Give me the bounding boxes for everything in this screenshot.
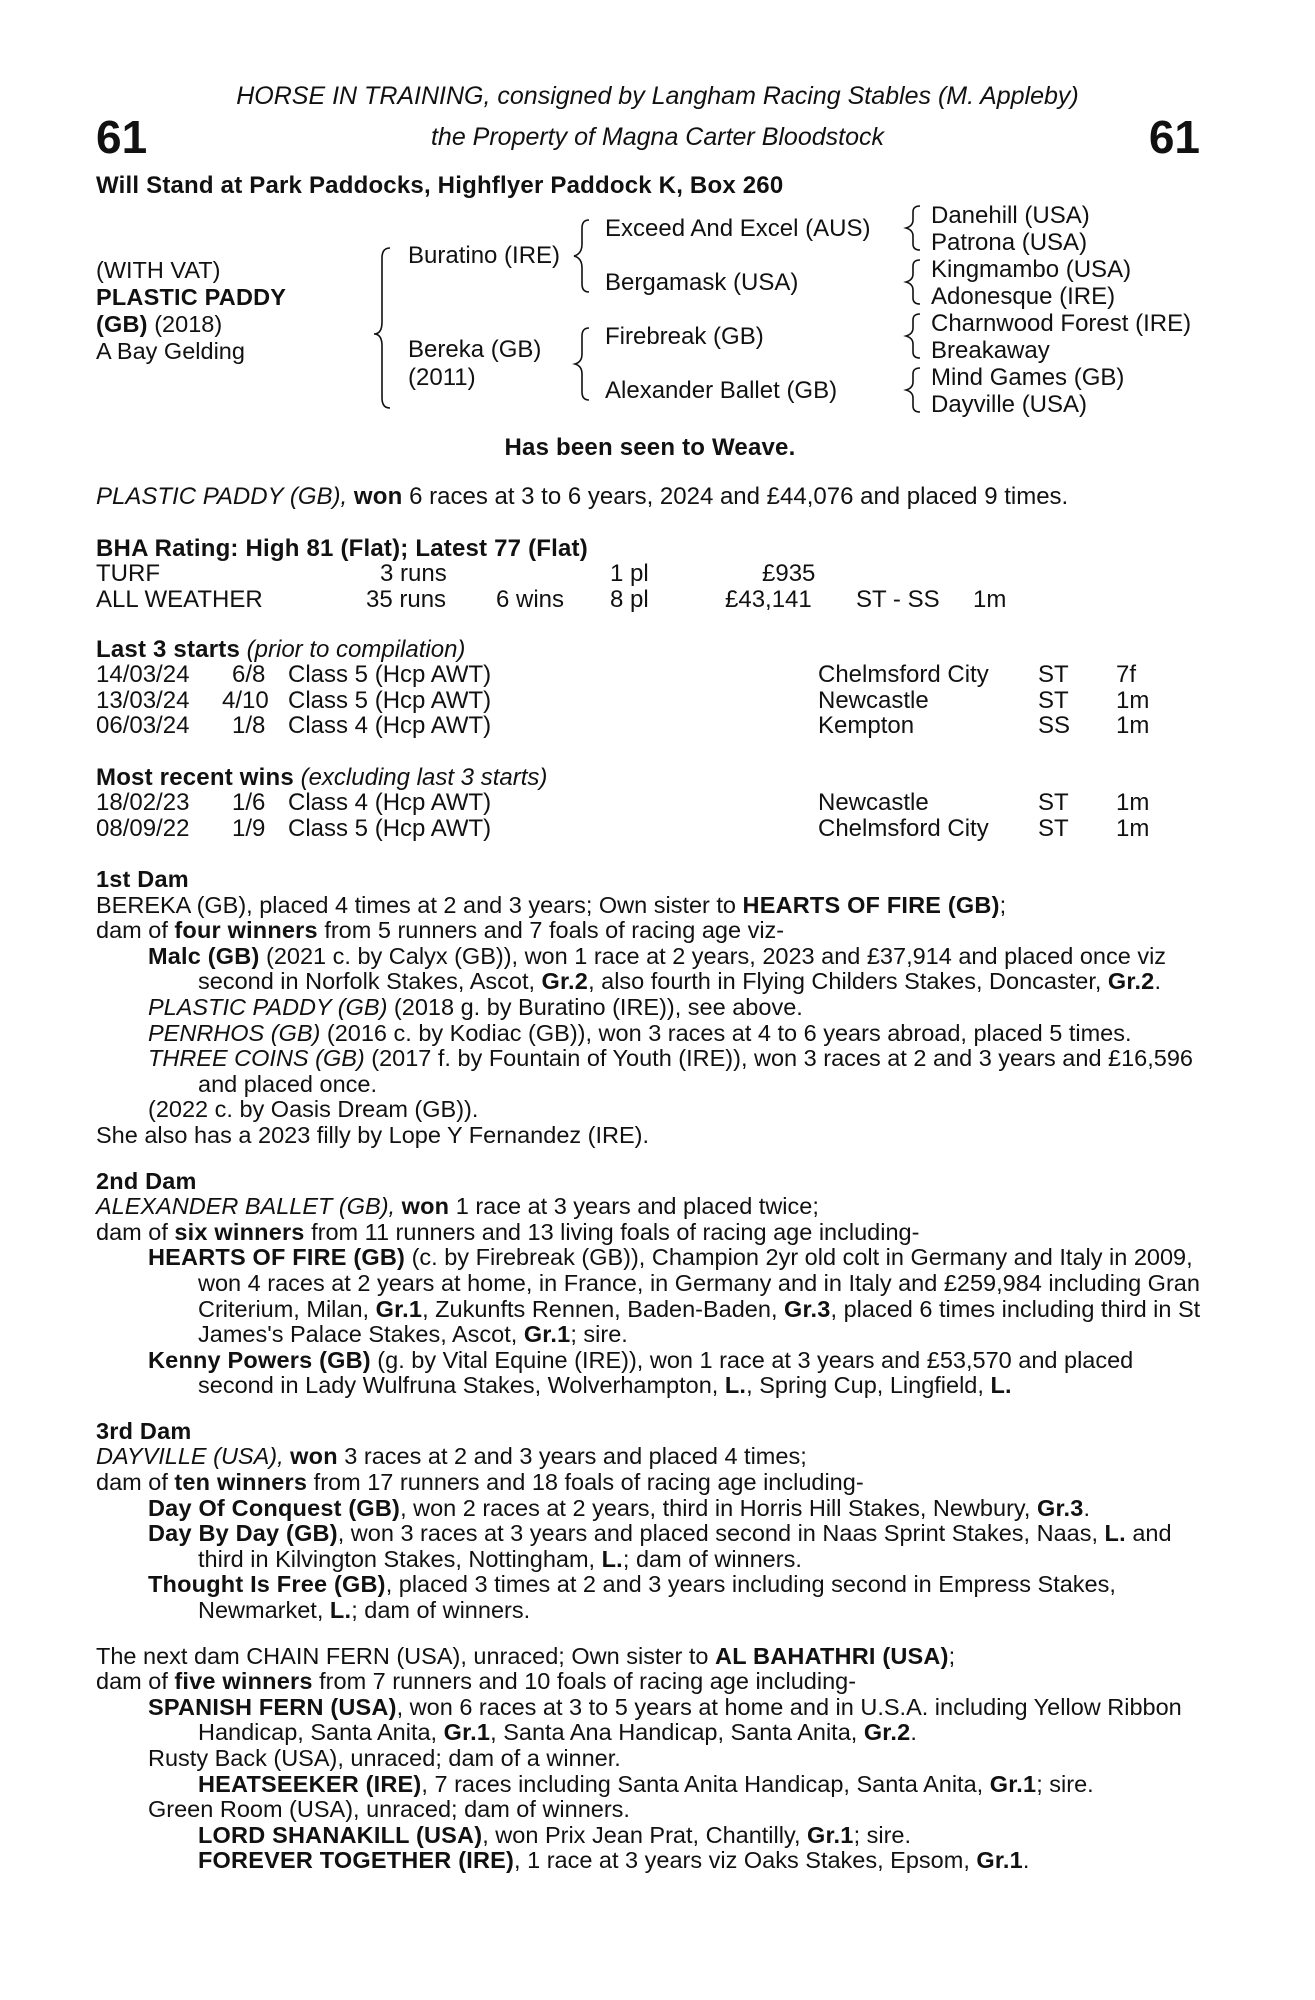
- lot-number-left: 61: [96, 111, 148, 163]
- turf-placed: 1 pl: [610, 560, 649, 587]
- sister-name: AL BAHATHRI (USA): [715, 1642, 949, 1669]
- section-title: 1st Dam: [96, 866, 189, 892]
- progeny-entry: [198, 1772, 1206, 1798]
- wins-heading: [96, 764, 547, 792]
- progeny-text: , placed 6 times including third in St James's Palace Stakes, Ascot,: [198, 1295, 1201, 1348]
- progeny-entry: [148, 1021, 1206, 1047]
- progeny-text: , won 6 races at 3 to 5 years at home and in U.S.A. including Yellow Ribbon Handicap, Santa Anita,: [198, 1693, 1182, 1746]
- progeny-entry: [148, 944, 1206, 995]
- pedigree-g7: Mind Games (GB): [931, 364, 1125, 391]
- first-dam-section: [96, 867, 1206, 1149]
- start-surface: ST: [1038, 686, 1069, 714]
- progeny-text: ; dam of winners.: [351, 1597, 531, 1624]
- section-title: 2nd Dam: [96, 1167, 197, 1194]
- grade: L.: [990, 1372, 1012, 1399]
- race-summary: [96, 483, 1068, 511]
- win-surface: ST: [1038, 814, 1069, 842]
- punct: ;: [999, 891, 1007, 918]
- progeny-entry: [148, 1521, 1206, 1572]
- start-position: 6/8: [232, 661, 266, 688]
- win-date: 18/02/23: [96, 789, 190, 816]
- second-dam-section: [96, 1169, 1206, 1399]
- progeny-entry: Green Room (USA), unraced; dam of winners.: [148, 1796, 630, 1823]
- progeny-name: PLASTIC PADDY (GB): [148, 993, 388, 1020]
- progeny-name: FOREVER TOGETHER (IRE): [198, 1847, 515, 1874]
- pedigree-dam-year: (2011): [408, 364, 476, 391]
- win-course: Chelmsford City: [818, 814, 989, 842]
- progeny-text: , won 2 races at 2 years, third in Horris Hill Stakes, Newbury,: [400, 1494, 1037, 1521]
- won-label: won: [290, 1443, 338, 1470]
- punct: .: [1022, 1847, 1030, 1874]
- turf-money: £935: [762, 560, 816, 587]
- pedigree-g6: Breakaway: [931, 337, 1050, 364]
- bha-rating: BHA Rating: High 81 (Flat); Latest 77 (Flat): [96, 535, 588, 562]
- dam-line: dam of: [96, 1668, 175, 1695]
- progeny-entry: [148, 1348, 1206, 1399]
- start-class: Class 4 (Hcp AWT): [288, 712, 492, 740]
- summary-name: PLASTIC PADDY (GB),: [96, 483, 348, 510]
- table-row: [96, 712, 1206, 738]
- dam-line: 1 race at 3 years and placed twice;: [449, 1193, 819, 1220]
- start-distance: 1m: [1116, 712, 1150, 740]
- win-position: 1/6: [232, 789, 266, 816]
- progeny-entry: [148, 1572, 1206, 1623]
- start-class: Class 5 (Hcp AWT): [288, 686, 492, 714]
- progeny-text: , placed 3 times at 2 and 3 years including second in Empress Stakes, Newmarket,: [198, 1571, 1116, 1624]
- dam-line: dam of: [96, 917, 175, 944]
- progeny-name: Day Of Conquest (GB): [148, 1494, 401, 1521]
- progeny-text: , won 3 races at 3 years and placed second in Naas Sprint Stakes, Naas,: [337, 1520, 1105, 1547]
- winners-count: four winners: [174, 917, 318, 944]
- progeny-text: ; sire.: [1036, 1770, 1094, 1797]
- aw-label: ALL WEATHER: [96, 585, 263, 613]
- grade: L.: [329, 1597, 352, 1624]
- start-position: 4/10: [222, 686, 269, 714]
- aw-distance: 1m: [973, 585, 1007, 613]
- progeny-text: (g. by Vital Equine (IRE)), won 1 race at 3 years and £53,570 and placed second in Lady Wulfruna Stakes, Wolverhampton,: [198, 1346, 1134, 1399]
- table-row: [96, 815, 1206, 841]
- progeny-text: ; dam of winners.: [622, 1545, 802, 1572]
- start-surface: SS: [1038, 712, 1071, 740]
- wins-title: Most recent wins: [96, 764, 294, 791]
- progeny-name: THREE COINS (GB): [148, 1045, 365, 1072]
- win-class: Class 5 (Hcp AWT): [288, 814, 492, 842]
- progeny-text: , 7 races including Santa Anita Handicap, Santa Anita,: [421, 1770, 990, 1797]
- progeny-text: (2017 f. by Fountain of Youth (IRE)), won 3 races at 2 and 3 years and £16,596 and placed once.: [198, 1045, 1193, 1097]
- dam-line: dam of: [96, 1218, 175, 1245]
- aw-row: [96, 586, 1206, 612]
- next-dam-section: [96, 1644, 1206, 1874]
- progeny-entry: [198, 1848, 1206, 1874]
- progeny-entry: [148, 1496, 1206, 1522]
- progeny-name: PENRHOS (GB): [148, 1019, 321, 1046]
- horse-name: PLASTIC PADDY: [96, 284, 287, 310]
- wins-subtitle: (excluding last 3 starts): [300, 764, 548, 791]
- win-distance: 1m: [1116, 814, 1150, 842]
- start-distance: 7f: [1116, 661, 1137, 688]
- punct: .: [910, 1719, 917, 1746]
- grade: L.: [1104, 1520, 1126, 1547]
- progeny-name: HEARTS OF FIRE (GB): [148, 1244, 406, 1271]
- aw-money: £43,141: [725, 585, 812, 613]
- dam-line: from 17 runners and 18 foals of racing age including-: [307, 1469, 864, 1496]
- grade: Gr.3: [1036, 1494, 1084, 1521]
- win-date: 08/09/22: [96, 814, 190, 842]
- win-surface: ST: [1038, 789, 1069, 816]
- start-course: Chelmsford City: [818, 661, 989, 688]
- winners-count: six winners: [174, 1218, 305, 1245]
- start-position: 1/8: [232, 712, 266, 740]
- pedigree-sire-dam: Bergamask (USA): [605, 269, 799, 296]
- pedigree-g4: Adonesque (IRE): [931, 283, 1116, 310]
- grade: L.: [724, 1372, 747, 1399]
- progeny-text: (c. by Firebreak (GB)), Champion 2yr old colt in Germany and Italy in 2009, won 4 races at 2 years at home, in France, in Germany and in Italy and £259,984 including Gran Criterium, Milan,: [198, 1244, 1200, 1322]
- progeny-name: LORD SHANAKILL (USA): [198, 1821, 483, 1848]
- progeny-text: , 1 race at 3 years viz Oaks Stakes, Epsom,: [514, 1847, 977, 1874]
- dam-line: from 11 runners and 13 living foals of racing age including-: [304, 1218, 920, 1245]
- property-line: the Property of Magna Carter Bloodstock: [430, 123, 884, 151]
- progeny-entry: (2022 c. by Oasis Dream (GB)).: [148, 1096, 479, 1123]
- grade: Gr.1: [443, 1719, 491, 1746]
- win-position: 1/9: [232, 814, 266, 842]
- pedigree-dam-dam: Alexander Ballet (GB): [605, 377, 838, 404]
- horse-description: A Bay Gelding: [96, 338, 245, 364]
- wins-table: [96, 789, 1206, 840]
- pedigree-g8: Dayville (USA): [931, 391, 1088, 418]
- punct: .: [1154, 968, 1161, 995]
- dam-name: DAYVILLE (USA),: [96, 1443, 284, 1470]
- aw-wins: 6 wins: [496, 585, 565, 613]
- pedigree-dam-sire: Firebreak (GB): [605, 323, 764, 350]
- dam-sections: [96, 867, 1206, 1874]
- grade: Gr.1: [375, 1295, 423, 1322]
- pedigree-g2: Patrona (USA): [931, 229, 1088, 256]
- pedigree-g1: Danehill (USA): [931, 202, 1090, 229]
- dam-line: from 7 runners and 10 foals of racing age including-: [312, 1668, 857, 1695]
- pedigree-sire-sire: Exceed And Excel (AUS): [605, 215, 871, 242]
- punct: .: [1083, 1494, 1091, 1521]
- pedigree-dam: Bereka (GB): [408, 336, 542, 363]
- dam-line: BEREKA (GB), placed 4 times at 2 and 3 years; Own sister to: [96, 891, 743, 918]
- punct: ;: [948, 1642, 956, 1669]
- grade: Gr.1: [523, 1321, 571, 1348]
- progeny-text: , Spring Cup, Lingfield,: [746, 1372, 991, 1399]
- weave-note: Has been seen to Weave.: [504, 434, 796, 461]
- progeny-name: Thought Is Free (GB): [148, 1571, 386, 1598]
- winners-count: ten winners: [174, 1469, 308, 1496]
- pedigree-braces: [0, 0, 1315, 420]
- progeny-name: Malc (GB): [148, 942, 260, 969]
- sister-name: HEARTS OF FIRE (GB): [742, 891, 1000, 918]
- summary-rest: 6 races at 3 to 6 years, 2024 and £44,076 and placed 9 times.: [409, 483, 1069, 510]
- last3-title: Last 3 starts: [96, 636, 240, 663]
- last3-heading: [96, 636, 465, 664]
- progeny-name: SPANISH FERN (USA): [148, 1693, 397, 1720]
- dam-line: 3 races at 2 and 3 years and placed 4 times;: [337, 1443, 807, 1470]
- record-table: [96, 560, 1206, 612]
- progeny-text: (2018 g. by Buratino (IRE)), see above.: [387, 993, 803, 1020]
- progeny-entry: [148, 1245, 1206, 1347]
- winners-count: five winners: [174, 1668, 313, 1695]
- dam-line: The next dam CHAIN FERN (USA), unraced; Own sister to: [96, 1642, 716, 1669]
- filly-note: She also has a 2023 filly by Lope Y Fernandez (IRE).: [96, 1121, 650, 1148]
- start-course: Newcastle: [818, 686, 929, 714]
- progeny-text: ; sire.: [853, 1821, 912, 1848]
- progeny-entry: [148, 1695, 1206, 1746]
- progeny-name: HEATSEEKER (IRE): [198, 1770, 422, 1797]
- dam-name: ALEXANDER BALLET (GB),: [96, 1193, 396, 1220]
- win-class: Class 4 (Hcp AWT): [288, 789, 492, 816]
- vat-label: (WITH VAT): [96, 257, 221, 283]
- progeny-text: , won Prix Jean Prat, Chantilly,: [482, 1821, 808, 1848]
- stand-location: Will Stand at Park Paddocks, Highflyer Paddock K, Box 260: [96, 172, 784, 199]
- grade: Gr.2: [541, 968, 589, 995]
- start-course: Kempton: [818, 712, 915, 740]
- horse-origin: (GB): [96, 311, 148, 337]
- win-course: Newcastle: [818, 789, 929, 816]
- start-date: 06/03/24: [96, 712, 190, 740]
- grade: Gr.1: [976, 1847, 1023, 1874]
- last3-subtitle: (prior to compilation): [246, 636, 466, 663]
- progeny-name: Day By Day (GB): [148, 1520, 338, 1547]
- pedigree-g5: Charnwood Forest (IRE): [931, 310, 1192, 337]
- progeny-text: (2021 c. by Calyx (GB)), won 1 race at 2 years, 2023 and £37,914 and placed once viz second in Norfolk Stakes, Ascot,: [198, 942, 1167, 995]
- progeny-entry: [198, 1823, 1206, 1849]
- start-class: Class 5 (Hcp AWT): [288, 661, 492, 688]
- turf-row: [96, 560, 1206, 586]
- last3-table: [96, 661, 1206, 738]
- progeny-text: , Zukunfts Rennen, Baden-Baden,: [422, 1295, 784, 1322]
- grade: Gr.1: [807, 1821, 854, 1848]
- start-surface: ST: [1038, 661, 1069, 688]
- progeny-text: (2016 c. by Kodiac (GB)), won 3 races at 4 to 6 years abroad, placed 5 times.: [320, 1019, 1132, 1046]
- grade: Gr.2: [1107, 968, 1155, 995]
- grade: Gr.2: [863, 1719, 911, 1746]
- grade: Gr.3: [784, 1295, 831, 1322]
- pedigree-g3: Kingmambo (USA): [931, 256, 1132, 283]
- horse-year: (2018): [154, 311, 223, 337]
- dam-line: from 5 runners and 7 foals of racing age viz-: [317, 917, 785, 944]
- grade: Gr.1: [989, 1770, 1037, 1797]
- start-distance: 1m: [1116, 686, 1150, 714]
- start-date: 14/03/24: [96, 661, 190, 688]
- grade: L.: [601, 1545, 623, 1572]
- aw-runs: 35 runs: [366, 585, 447, 613]
- lot-number-right: 61: [1148, 111, 1200, 163]
- won-label: won: [401, 1193, 450, 1220]
- aw-placed: 8 pl: [610, 585, 649, 613]
- turf-label: TURF: [96, 560, 160, 587]
- progeny-text: , Santa Ana Handicap, Santa Anita,: [490, 1719, 864, 1746]
- summary-won: won: [353, 483, 403, 510]
- progeny-name: Kenny Powers (GB): [148, 1346, 371, 1373]
- dam-line: dam of: [96, 1469, 175, 1496]
- start-date: 13/03/24: [96, 686, 190, 714]
- progeny-entry: Rusty Back (USA), unraced; dam of a winner.: [148, 1745, 621, 1771]
- turf-runs: 3 runs: [380, 560, 447, 587]
- third-dam-section: [96, 1419, 1206, 1624]
- aw-going: ST - SS: [856, 585, 940, 613]
- section-title: 3rd Dam: [96, 1417, 192, 1444]
- progeny-text: ; sire.: [570, 1321, 628, 1348]
- table-row: [96, 687, 1206, 713]
- consignor-line: HORSE IN TRAINING, consigned by Langham Racing Stables (M. Appleby): [236, 82, 1079, 110]
- progeny-text: and third in Kilvington Stakes, Nottingham,: [198, 1520, 1172, 1572]
- progeny-text: , also fourth in Flying Childers Stakes, Doncaster,: [588, 968, 1108, 995]
- win-distance: 1m: [1116, 789, 1150, 816]
- progeny-entry: [148, 1046, 1206, 1097]
- table-row: [96, 789, 1206, 815]
- pedigree-sire: Buratino (IRE): [408, 242, 561, 269]
- table-row: [96, 661, 1206, 687]
- progeny-entry: [148, 995, 1206, 1021]
